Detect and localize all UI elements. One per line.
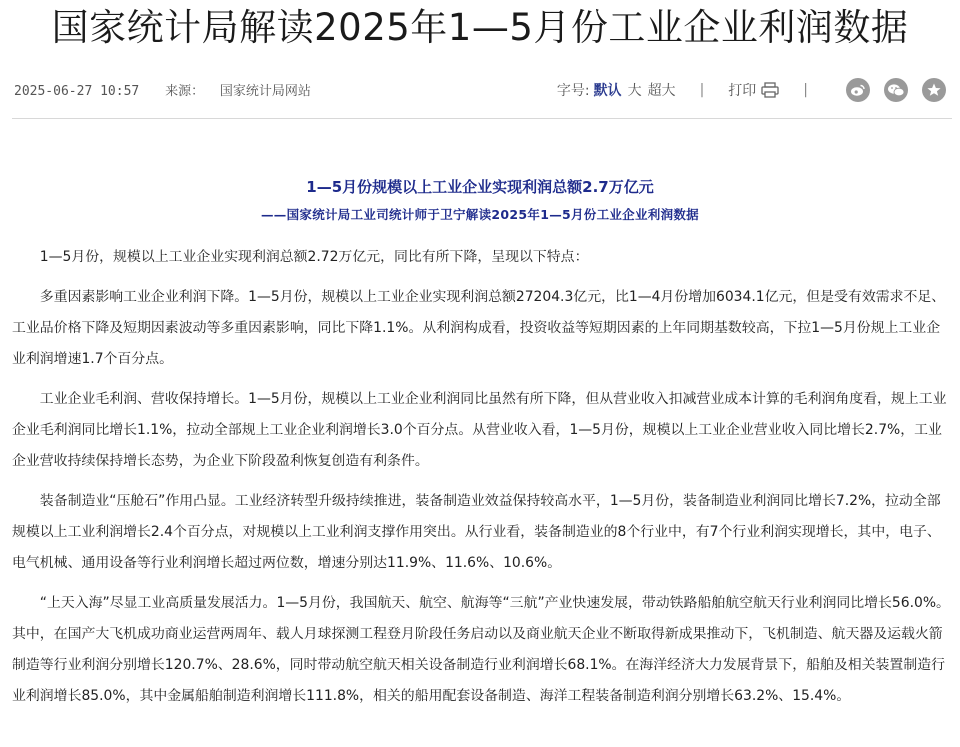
font-size-large[interactable]: 大 bbox=[627, 83, 642, 99]
toolbar-divider: | bbox=[699, 82, 705, 98]
article-body bbox=[12, 242, 952, 712]
article-byline: ——国家统计局工业司统计师于卫宁解读2025年1—5月份工业企业利润数据 bbox=[261, 207, 699, 222]
font-size-xlarge[interactable]: 超大 bbox=[647, 83, 676, 99]
weibo-icon[interactable] bbox=[846, 78, 870, 102]
header-divider bbox=[12, 118, 952, 119]
paragraph: 装备制造业“压舱石”作用凸显。工业经济转型升级持续推进，装备制造业效益保持较高水平，1—5月份，装备制造业利润同比增长7.2%，拉动全部规模以上工业利润增长2.4个百分点，对规模以上工业利润支撑作用突出。从行业看，装备制造业的8个行业中，有7个行业利润实现增长，其中，电子、电气机械、通用设备等行业利润增长超过两位数，增速分别达11.9%、11.6%、10.6%。 bbox=[12, 493, 941, 571]
font-size-label: 字号: bbox=[556, 83, 590, 99]
paragraph: 多重因素影响工业企业利润下降。1—5月份，规模以上工业企业实现利润总额27204.3亿元，比1—4月份增加6034.1亿元，但是受有效需求不足、工业品价格下降及短期因素波动等多重因素影响，同比下降1.1%。从利润构成看，投资收益等短期因素的上年同期基数较高，下拉1—5月份规上工业企业利润增速1.7个百分点。 bbox=[12, 289, 946, 367]
printer-icon bbox=[761, 82, 779, 98]
toolbar-divider: | bbox=[803, 82, 808, 98]
font-size-default[interactable]: 默认 bbox=[593, 83, 622, 99]
article-toolbar bbox=[557, 74, 946, 106]
article-subhead: 1—5月份规模以上工业企业实现利润总额2.7万亿元 bbox=[306, 178, 654, 196]
source-name: 国家统计局网站 bbox=[219, 84, 311, 99]
paragraph: “上天入海”尽显工业高质量发展活力。1—5月份，我国航天、航空、航海等“三航”产业快速发展，带动铁路船舶航空航天行业利润同比增长56.0%。其中，在国产大飞机成功商业运营两周年、载人月球探测工程登月阶段任务启动以及商业航天企业不断取得新成果推动下，飞机制造、航天器及运载火箭制造等行业利润分别增长120.7%、28.6%，同时带动航空航天相关设备制造行业利润增长68.1%。在海洋经济大力发展背景下，船舶及相关装置制造行业利润增长85.0%，其中金属船舶制造利润增长111.8%，相关的船用配套设备制造、海洋工程装备制造利润分别增长63.2%、15.4%。 bbox=[12, 595, 950, 704]
favorite-icon[interactable] bbox=[922, 78, 946, 102]
paragraph: 1—5月份，规模以上工业企业实现利润总额2.72万亿元，同比有所下降，呈现以下特点： bbox=[39, 249, 589, 265]
source-label: 来源： bbox=[165, 84, 205, 99]
article-meta bbox=[14, 80, 311, 99]
publish-date: 2025-06-27 10:57 bbox=[14, 84, 140, 99]
paragraph: 工业企业毛利润、营收保持增长。1—5月份，规模以上工业企业利润同比虽然有所下降，但从营业收入扣减营业成本计算的毛利润角度看，规上工业企业毛利润同比增长1.1%，拉动全部规上工业企业利润增长3.0个百分点。从营业收入看，1—5月份，规模以上工业企业营业收入同比增长2.7%，工业企业营收持续保持增长态势，为企业下阶段盈利恢复创造有利条件。 bbox=[12, 391, 947, 469]
print-button[interactable] bbox=[728, 80, 779, 100]
page-title: 国家统计局解读2025年1—5月份工业企业利润数据 bbox=[51, 6, 909, 49]
print-label: 打印 bbox=[728, 83, 757, 99]
wechat-icon[interactable] bbox=[884, 78, 908, 102]
